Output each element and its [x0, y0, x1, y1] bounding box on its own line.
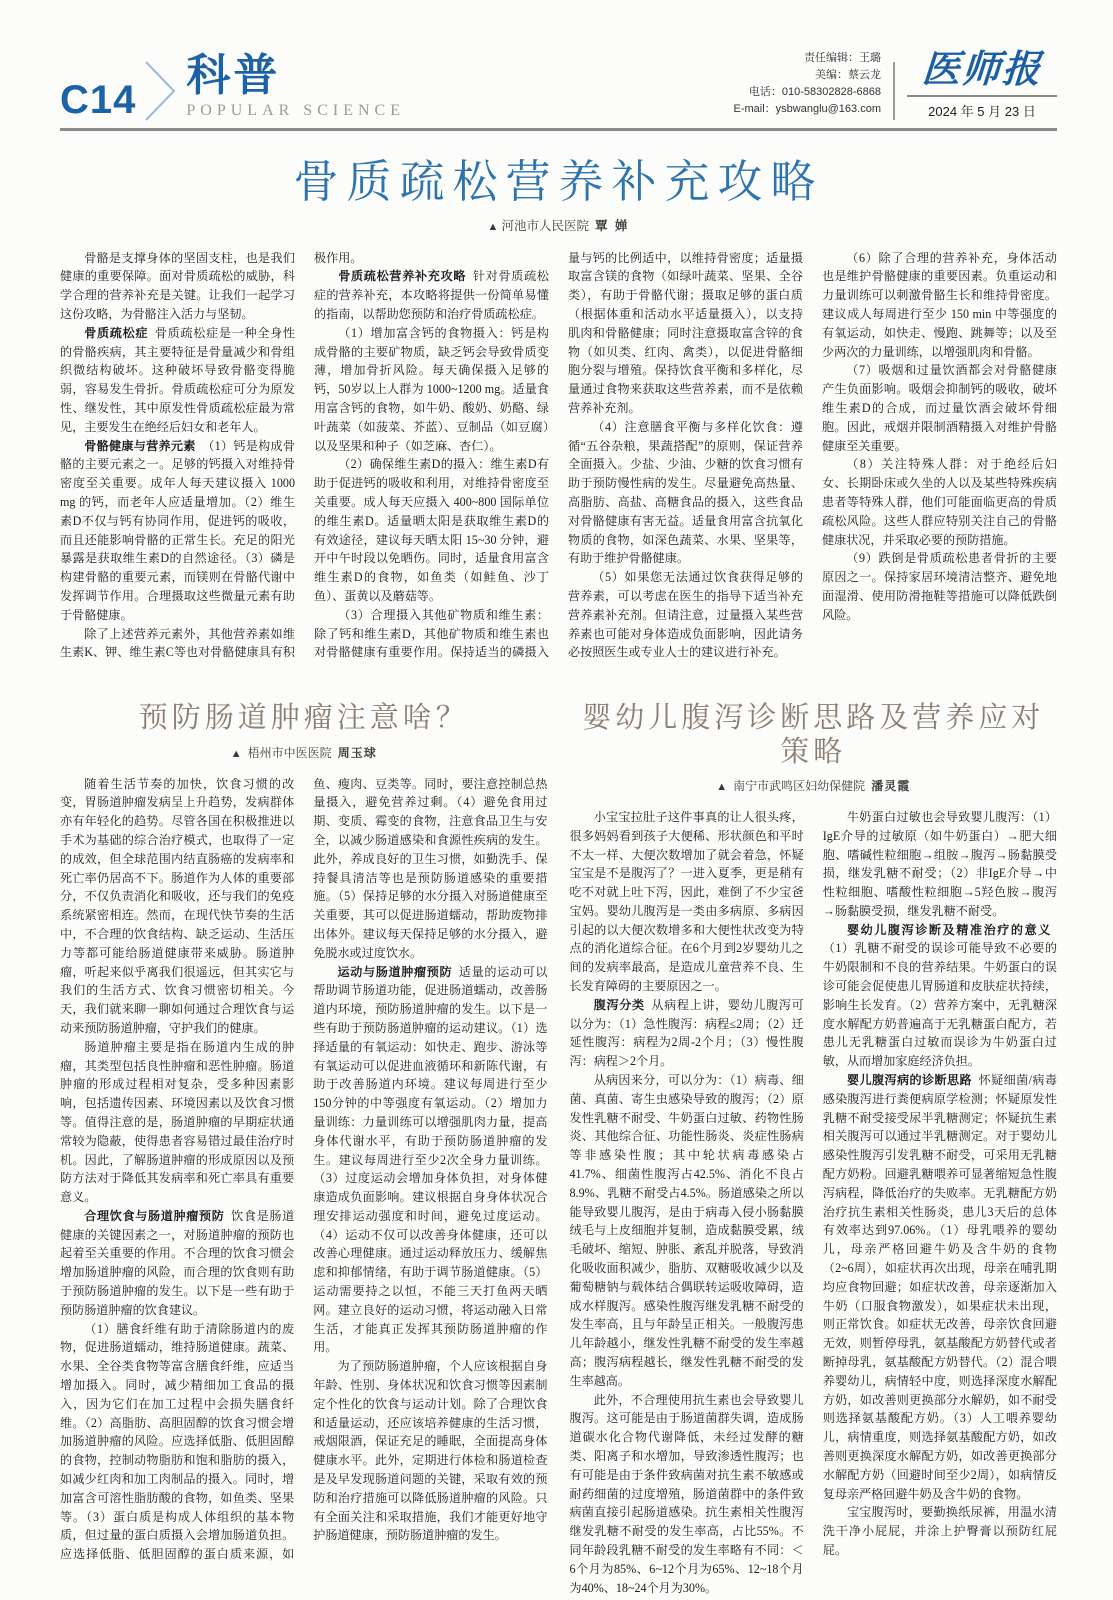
paragraph: （8）关注特殊人群：对于绝经后妇女、长期卧床或久坐的人以及某些特殊疾病患者等特殊人群，他们可能面临更高的骨质疏松风险。这些人群应特别关注自己的骨骼健康状况，并采取必要的预防措施。 — [822, 457, 1057, 547]
byline-marker-icon: ▲ — [230, 747, 242, 760]
section-header — [60, 51, 405, 123]
byline-author: 潘灵霞 — [871, 778, 911, 793]
paragraph-lead: 婴幼儿腹泻诊断及精准治疗的意义 — [846, 922, 1051, 937]
paragraph: （6）除了合理的营养补充，身体活动也是维护骨骼健康的重要因素。负重运动和力量训练可以刺激骨骼生长和维持骨密度。建议成人每周进行至少 150 min 中等强度的有氧运动，如快走、慢跑、跳舞等；以及至少两次的力量训练，以增强肌肉和骨骼。 — [822, 250, 1057, 359]
article-osteoporosis — [60, 157, 1057, 662]
paragraph-lead: 婴儿腹泻病的诊断思路 — [846, 1073, 972, 1088]
email-line: E-mail：ysbwanglu@163.com — [733, 103, 881, 116]
byline-org: 南宁市武鸣区妇幼保健院 — [733, 778, 866, 793]
article-body — [570, 808, 1058, 1597]
paragraph: 婴儿腹泻病的诊断思路 怀疑细菌/病毒感染腹泻进行粪便病原学检测；怀疑原发性乳糖不耐受接受尿半乳糖测定；怀疑抗生素相关腹泻可以通过半乳糖测定。对于婴幼儿感染性腹泻引发乳糖不耐受，可采用无乳糖配方奶粉。回避乳糖喂养可显著缩短急性腹泻病程，降低治疗的失败率。无乳糖配方奶治疗抗生素相关性肠炎，患儿3天后的总体有效率达到97.06%。（1）母乳喂养的婴幼儿，母亲严格回避牛奶及含牛奶的食物（2~6周），如症状再次出现，母亲在哺乳期均应食物回避；如症状改善，母亲逐渐加入牛奶（口服食物激发），如果症状未出现，则正常饮食。如症状无改善，母亲饮食回避无效，则暂停母乳，氨基酸配方奶替代或者断掉母乳，氨基酸配方奶替代。（2）混合喂养婴幼儿，病情轻中度，则选择深度水解配方奶，如改善则更换部分水解奶，如不耐受则选择氨基酸配方奶。（3）人工喂养婴幼儿，病情重度，则选择氨基酸配方奶，如改善则更换深度水解配方奶，如改善更换部分水解配方奶（回避时间至少2周），如病情反复母亲严格回避牛奶及含牛奶的食物。 — [822, 1073, 1057, 1501]
editor-line: 责任编辑：王璐 — [804, 52, 881, 64]
byline — [570, 777, 1058, 794]
paragraph-lead: 骨质疏松营养补充攻略 — [338, 269, 467, 284]
paragraph-lead: 合理饮食与肠道肿瘤预防 — [84, 1208, 225, 1223]
paragraph-lead: 腹泻分类 — [593, 997, 645, 1012]
byline-org: 梧州市中医医院 — [247, 745, 332, 760]
paragraph: 随着生活节奏的加快，饮食习惯的改变，胃肠道肿瘤发病呈上升趋势，发病群体亦有年轻化的趋势。尽管各国在积极推进以手术为基础的综合治疗模式，也取得了一定的成效，但全球范围内结直肠癌的发病率和死亡率仍居高不下。肠道作为人体的重要部分，不仅负责消化和吸收，还与我们的免疫系统紧密相连。然而，在现代快节奏的生活中，不合理的饮食结构、缺乏运动、生活压力等都可能给肠道健康带来威胁。肠道肿瘤，听起来似乎离我们很遥远，但其实它与我们的生活方式、饮食习惯密切相关。今天，我们就来聊一聊如何通过合理饮食与运动来预防肠道肿瘤，守护我们的健康。 — [60, 776, 295, 1035]
article-body — [60, 775, 548, 1564]
paragraph-lead: 骨骼健康与营养元素 — [84, 438, 196, 453]
contact-block — [733, 50, 881, 120]
paragraph: 肠道肿瘤主要是指在肠道内生成的肿瘤，其类型包括良性肿瘤和恶性肿瘤。肠道肿瘤的形成过程相对复杂，受多种因素影响，包括遗传因素、环境因素以及饮食习惯等。值得注意的是，肠道肿瘤的早期症状通常较为隐蔽，使得患者容易错过最佳治疗时机。因此，了解肠道肿瘤的形成原因以及预防方法对于降低其发病率和死亡率具有重要意义。 — [60, 1039, 295, 1205]
byline-marker-icon: ▲ — [487, 220, 499, 233]
paragraph: 宝宝腹泻时，要勤换纸尿裤，用温水清洗干净小屁屁，并涂上护臀膏以预防红屁屁。 — [822, 1505, 1057, 1557]
byline-author: 周玉球 — [337, 745, 377, 760]
bottom-section — [60, 688, 1057, 1597]
paragraph: （9）跌倒是骨质疏松患者骨折的主要原因之一。保持家居环境清洁整齐、避免地面湿滑、使用防滑拖鞋等措施可以降低跌倒风险。 — [822, 551, 1057, 622]
article-title: 骨质疏松营养补充攻略 — [293, 156, 824, 208]
paragraph: 婴幼儿腹泻诊断及精准治疗的意义（1）乳糖不耐受的误诊可能导致不必要的牛奶限制和不良的营养结果。牛奶蛋白的误诊可能会促使患儿胃肠道和皮肤症状持续，影响生长发育。（2）营养方案中，无乳糖深度水解配方奶普遍高于无乳糖蛋白配方，若患儿无乳糖蛋白过敏而误诊为牛奶蛋白过敏，从而增加家庭经济负担。 — [822, 922, 1057, 1069]
byline-marker-icon: ▲ — [716, 780, 728, 793]
paragraph: 小宝宝拉肚子这件事真的让人很头疼，很多妈妈看到孩子大便稀、形状颜色和平时不太一样、大便次数增加了就会着急，怀疑宝宝是不是腹泻了？一进入夏季，更是稍有吃不对就上吐下泻，因此，难倒了不少宝爸宝妈。婴幼儿腹泻是一类由多病原、多病因引起的以大便次数增多和大便性状改变为特点的消化道综合征。在6个月到2岁婴幼儿之间的发病率最高，是造成儿童营养不良、生长发育障碍的主要原因之一。 — [569, 809, 804, 994]
paragraph: 此外，不合理使用抗生素也会导致婴儿腹泻。这可能是由于肠道菌群失调，造成肠道碳水化合物代谢降低，未经过发酵的糖类、阳离子和水增加，导致渗透性腹泻；也有可能是由于条件致病菌对抗生素不敏感或耐药细菌的过度增殖，肠道菌群中的条件致病菌直接引起肠道感染。抗生素相关性腹泻继发乳糖不耐受的发生率高，占比55%。不同年龄段乳糖不耐受的发生率略有不同：＜6个月为85%、6~12个月为65%、12~18个月为40%、18~24个月为30%。 — [569, 1392, 804, 1595]
paragraph-lead: 运动与肠道肿瘤预防 — [337, 964, 453, 979]
paragraph: 骨骼是支撑身体的坚固支柱，也是我们健康的重要保障。面对骨质疏松的威胁，科学合理的营养补充是关键。让我们一起学习这份攻略，为骨骼注入活力与坚韧。 — [60, 250, 295, 322]
byline — [60, 744, 548, 761]
paragraph: （1）膳食纤维有助于清除肠道内的废物，促进肠道蠕动，维持肠道健康。蔬菜、水果、全谷类食物等富含膳食纤维，应适当增加摄入。同时，减少精细加工食品的摄入，因为它们在加工过程中会损失膳食纤维。（2）高脂肪、高胆固醇的饮食习惯会增加肠道肿瘤的风险。应选择低脂、低胆固醇的食物，控制动物脂肪和饱和脂肪的摄入，如减少红肉和加工肉制品的摄入。同时，增加富含可溶性脂肪酸的食物，如鱼类、坚果等。（3）蛋白质是构成人体组织的基本物质，但过量的蛋白质摄入会增加肠道负担。应选择低脂、低胆固醇的蛋白质来源，如鱼、瘦肉、豆类等。同时，要注意控制总热量摄入，避免营养过剩。（4）避免食用过期、变质、霉变的食物，注意食品卫生与安全，以减少肠道感染和食源性疾病的发生。此外，养成良好的卫生习惯，如勤洗手、保持餐具清洁等也是预防肠道感染的重要措施。（5）保持足够的水分摄入对肠道健康至关重要，其可以促进肠道蠕动，帮助废物排出体外。建议每天保持足够的水分摄入，避免脱水或过度饮水。 — [60, 776, 548, 1562]
newspaper-logo: 医师报 — [920, 49, 1044, 92]
paragraph: （2）确保维生素D的摄入：维生素D有助于促进钙的吸收和利用，对维持骨密度至关重要。成人每天应摄入 400~800 国际单位的维生素D。适量晒太阳是获取维生素D的有效途径，建议每天晒太阳 15~30 分钟，避开中午时段以免晒伤。同时，适量食用富含维生素D的食物，如鱼类（如鲑鱼、沙丁鱼）、蛋黄以及蘑菇等。 — [314, 457, 549, 604]
chevron-icon — [144, 60, 178, 122]
byline-org: 河池市人民医院 — [501, 218, 589, 233]
paragraph: （1）增加富含钙的食物摄入：钙是构成骨骼的主要矿物质，缺乏钙会导致骨质变薄，增加骨折风险。每天确保摄入足够的钙，50岁以上人群为 1000~1200 mg。适量食用富含钙的食物，如牛奶、酸奶、奶酪、绿叶蔬菜（如菠菜、芥蓝）、豆制品（如豆腐）以及坚果和种子（如芝麻、杏仁）。 — [314, 325, 549, 453]
masthead — [60, 0, 1057, 123]
masthead-right — [733, 50, 1057, 120]
paragraph: （3）合理摄入其他矿物质和维生素：除了钙和维生素D，其他矿物质和维生素也对骨骼健康有重要作用。保持适当的磷摄入量与钙的比例适中，以维持骨密度；适量摄取富含镁的食物（如绿叶蔬菜、坚果、全谷类），有助于骨骼代谢；摄取足够的蛋白质（根据体重和活动水平适量摄入），以支持肌肉和骨骼健康；同时注意摄取富含锌的食物（如贝类、红肉、禽类），以促进骨骼细胞分裂与增殖。保持饮食平衡和多样化，尽量通过食物来获取这些营养素，而不是依赖营养补充剂。 — [314, 250, 803, 660]
paragraph: 骨质疏松营养补充攻略 针对骨质疏松症的营养补充，本攻略将提供一份简单易懂的指南，以帮助您预防和治疗骨质疏松症。 — [314, 269, 549, 322]
paragraph: 除了上述营养元素外，其他营养素如维生素K、钾、维生素C等也对骨骼健康具有积极作用。 — [60, 250, 363, 660]
art-editor-line: 美编：蔡云龙 — [815, 69, 881, 82]
section-title-en: POPULAR SCIENCE — [186, 102, 405, 120]
brand-block — [907, 51, 1057, 120]
paragraph: 腹泻分类 从病程上讲，婴幼儿腹泻可以分为：（1）急性腹泻：病程≤2周；（2）迁延性腹泻：病程为2周-2个月；（3）慢性腹泻：病程＞2个月。 — [569, 997, 804, 1069]
issue-date: 2024 年 5 月 23 日 — [907, 95, 1057, 120]
page-number: C14 — [60, 78, 137, 123]
article-body — [60, 249, 1057, 663]
byline-author: 覃 婵 — [594, 218, 630, 233]
section-title-cn: 科普 — [186, 51, 281, 101]
paragraph: 为了预防肠道肿瘤，个人应该根据自身年龄、性别、身体状况和饮食习惯等因素制定个性化的饮食与运动计划。除了合理饮食和适量运动，还应该培养健康的生活习惯，戒烟限酒，保证充足的睡眠，全面提高身体健康水平。此外，定期进行体检和肠道检查是及早发现肠道问题的关键，采取有效的预防和治疗措施可以降低肠道肿瘤的风险。只有全面关注和采取措施，我们才能更好地守护肠道健康，预防肠道肿瘤的发生。 — [313, 1359, 548, 1543]
masthead-rule — [60, 128, 1057, 131]
paragraph: 运动与肠道肿瘤预防 适量的运动可以帮助调节肠道功能，促进肠道蠕动，改善肠道内环境，预防肠道肿瘤的发生。以下是一些有助于预防肠道肿瘤的运动建议。（1）选择适量的有氧运动：如快走、跑步、游泳等有氧运动可以促进血液循环和新陈代谢，有助于改善肠道内环境。建议每周进行至少150分钟的中等强度有氧运动。（2）增加力量训练：力量训练可以增强肌肉力量，提高身体代谢水平，有助于预防肠道肿瘤的发生。建议每周进行至少2次全身力量训练。（3）过度运动会增加身体负担，对身体健康造成负面影响。建议根据自身身体状况合理安排运动强度和时间，避免过度运动。（4）运动不仅可以改善身体健康，还可以改善心理健康。通过运动释放压力、缓解焦虑和抑郁情绪，有助于调节肠道健康。（5）运动需要持之以恒，不能三天打鱼两天晒网。建立良好的运动习惯，将运动融入日常生活，才能真正发挥其预防肠道肿瘤的作用。 — [313, 964, 548, 1355]
paragraph: 骨骼健康与营养元素 （1）钙是构成骨骼的主要元素之一。足够的钙摄入对维持骨密度至关重要。成年人每天建议摄入 1000 mg 的钙，而老年人应适量增加。（2）维生素D不仅与钙有协同作用，促进钙的吸收，而且还能影响骨骼的正常生长。充足的阳光暴露是获取维生素D的自然途径。（3）磷是构建骨骼的重要元素，而镁则在骨骼代谢中发挥调节作用。合理摄取这些微量元素有助于骨骼健康。 — [60, 438, 295, 622]
paragraph: 骨质疏松症 骨质疏松症是一种全身性的骨骼疾病，其主要特征是骨量减少和骨组织微结构破坏。这种破坏导致骨骼变得脆弱，容易发生骨折。骨质疏松症可分为原发性、继发性，其中原发性骨质疏松症最为常见，主要发生在绝经后妇女和老年人。 — [60, 325, 295, 434]
phone-line: 电话：010-58302828-6868 — [748, 86, 881, 99]
paragraph: 合理饮食与肠道肿瘤预防 饮食是肠道健康的关键因素之一，对肠道肿瘤的预防也起着至关重要的作用。不合理的饮食习惯会增加肠道肿瘤的风险，而合理的饮食则有助于预防肠道肿瘤的发生。以下是一些有助于预防肠道肿瘤的饮食建议。 — [60, 1208, 295, 1317]
paragraph: 从病因来分，可以分为：（1）病毒、细菌、真菌、寄生虫感染导致的腹泻；（2）原发性乳糖不耐受、牛奶蛋白过敏、药物性肠炎、其他综合征、功能性肠炎、炎症性肠病等非感染性腹；其中轮状病毒感染占41.7%、细菌性腹泻占42.5%、消化不良占8.9%、乳糖不耐受占4.5%。肠道感染之所以能导致婴儿腹泻，是由于病毒入侵小肠黏膜绒毛与上皮细胞并复制，造成黏膜受累，绒毛破坏、缩短、肿胀、紊乱并脱落，导致消化吸收面积减少，脂肪、双糖吸收减少以及葡萄糖钠与载体结合偶联转运吸收障碍，造成水样腹泻。感染性腹泻继发乳糖不耐受的发生率高，且与年龄呈正相关。一般腹泻患儿年龄越小，继发性乳糖不耐受的发生率越高；腹泻病程越长，继发性乳糖不耐受的发生率越高。 — [569, 1073, 804, 1388]
article-title: 婴幼儿腹泻诊断思路及营养应对策略 — [582, 702, 1045, 768]
article-infant-diarrhea — [570, 688, 1058, 1597]
byline — [60, 216, 1057, 234]
paragraph: 牛奶蛋白过敏也会导致婴儿腹泻：（1）IgE介导的过敏原（如牛奶蛋白）→肥大细胞、嗜碱性粒细胞→组胺→腹泻→肠黏膜受损，继发乳糖不耐受；（2）非IgE介导→中性粒细胞、嗜酸性粒细胞→5羟色胺→腹泻→肠黏膜受损，继发乳糖不耐受。 — [822, 809, 1057, 918]
paragraph: （4）注意膳食平衡与多样化饮食：遵循“五谷杂粮，果蔬搭配”的原则，保证营养全面摄入。少盐、少油、少糖的饮食习惯有助于预防慢性病的发生。尽量避免高热量、高脂肪、高盐、高糖食品的摄入，这些食品对骨骼健康有害无益。适量食用富含抗氧化物质的食物，如深色蔬菜、水果、坚果等，有助于维护骨骼健康。 — [568, 419, 803, 566]
article-intestinal-tumor — [60, 688, 548, 1597]
vertical-divider — [893, 62, 895, 120]
article-title: 预防肠道肿瘤注意啥？ — [138, 702, 469, 735]
paragraph: （5）如果您无法通过饮食获得足够的营养素，可以考虑在医生的指导下适当补充营养素补充剂。但请注意，过量摄入某些营养素也可能对身体造成负面影响，因此请务必按照医生或专业人士的建议进行补充。 — [568, 570, 803, 660]
paragraph: （7）吸烟和过量饮酒都会对骨骼健康产生负面影响。吸烟会抑制钙的吸收，破坏维生素D的合成，而过量饮酒会破坏骨细胞。因此，戒烟并限制酒精摄入对维护骨骼健康至关重要。 — [822, 363, 1057, 453]
paragraph-lead: 骨质疏松症 — [84, 325, 149, 340]
